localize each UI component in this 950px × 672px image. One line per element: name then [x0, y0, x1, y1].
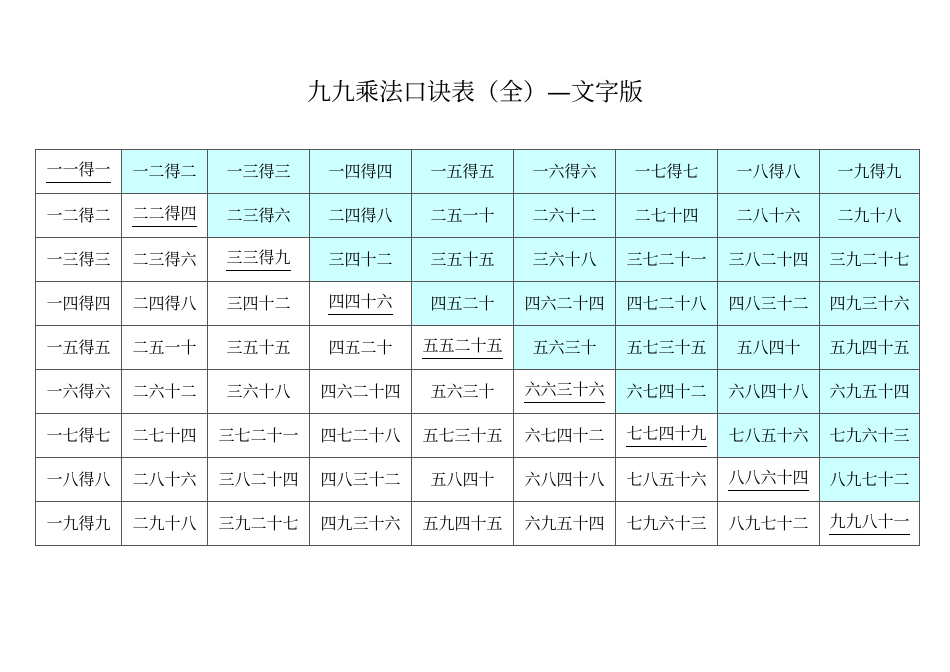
page-title: 九九乘法口诀表（全）—文字版 [307, 78, 643, 106]
table-cell [36, 194, 122, 238]
cell-text: 八九七十二 [829, 469, 910, 489]
cell-text: 五九四十五 [829, 337, 910, 357]
table-cell [718, 238, 820, 282]
table-cell [412, 502, 514, 546]
table-cell [208, 194, 310, 238]
cell-text: 二三得六 [226, 205, 291, 225]
cell-text: 五八四十 [736, 337, 801, 357]
cell-text: 六七四十二 [524, 425, 605, 445]
table-cell [310, 370, 412, 414]
cell-text: 一一得一 [46, 160, 110, 183]
cell-text: 三五十五 [430, 249, 495, 269]
table-cell [122, 502, 208, 546]
cell-text: 二六十二 [532, 205, 597, 225]
table-cell [514, 326, 616, 370]
cell-text: 二五一十 [430, 205, 495, 225]
table-cell [36, 414, 122, 458]
table-cell [208, 282, 310, 326]
cell-text: 一五得五 [46, 337, 111, 357]
cell-text: 二九十八 [837, 205, 902, 225]
table-cell [718, 326, 820, 370]
cell-text: 二七十四 [132, 425, 197, 445]
table-cell [718, 502, 820, 546]
cell-text: 三八二十四 [728, 249, 809, 269]
table-cell [310, 502, 412, 546]
table-cell [514, 370, 616, 414]
table-cell [208, 326, 310, 370]
table-cell [820, 150, 920, 194]
cell-text: 五八四十 [430, 469, 495, 489]
cell-text: 二五一十 [132, 337, 197, 357]
table-cell [412, 282, 514, 326]
cell-text: 一七得七 [634, 161, 699, 181]
cell-text: 一七得七 [46, 425, 111, 445]
cell-text: 二七十四 [634, 205, 699, 225]
table-cell [36, 502, 122, 546]
table-cell [122, 282, 208, 326]
table-cell [616, 502, 718, 546]
table-row [36, 326, 920, 370]
cell-text: 四四十六 [328, 292, 392, 315]
table-cell [310, 414, 412, 458]
cell-text: 三四十二 [328, 249, 393, 269]
table-cell [820, 282, 920, 326]
table-cell [718, 458, 820, 502]
cell-text: 三四十二 [226, 293, 291, 313]
cell-text: 五九四十五 [422, 513, 503, 533]
table-cell [122, 414, 208, 458]
cell-text: 三六十八 [532, 249, 597, 269]
cell-text: 四九三十六 [829, 293, 910, 313]
table-cell [718, 150, 820, 194]
cell-text: 二八十六 [132, 469, 197, 489]
table-cell [718, 194, 820, 238]
table-cell [208, 238, 310, 282]
cell-text: 五七三十五 [626, 337, 707, 357]
cell-text: 五五二十五 [422, 336, 502, 359]
table-cell [122, 194, 208, 238]
cell-text: 四九三十六 [320, 513, 401, 533]
table-cell [820, 414, 920, 458]
cell-text: 一九得九 [46, 513, 111, 533]
cell-text: 一八得八 [46, 469, 111, 489]
table-cell [514, 458, 616, 502]
table-cell [616, 370, 718, 414]
table-cell [616, 194, 718, 238]
table-cell [412, 458, 514, 502]
table-cell [310, 326, 412, 370]
cell-text: 五七三十五 [422, 425, 503, 445]
table-cell [208, 502, 310, 546]
cell-text: 二六十二 [132, 381, 197, 401]
cell-text: 一六得六 [532, 161, 597, 181]
table-cell [514, 282, 616, 326]
table-cell [718, 370, 820, 414]
cell-text: 七九六十三 [626, 513, 707, 533]
table-row [36, 458, 920, 502]
cell-text: 七七四十九 [626, 424, 706, 447]
cell-text: 二九十八 [132, 513, 197, 533]
table-cell [412, 326, 514, 370]
cell-text: 一四得四 [328, 161, 393, 181]
table-cell [36, 150, 122, 194]
cell-text: 一三得三 [226, 161, 291, 181]
table-row [36, 238, 920, 282]
cell-text: 二四得八 [132, 293, 197, 313]
table-cell [208, 370, 310, 414]
cell-text: 六九五十四 [829, 381, 910, 401]
table-cell [122, 238, 208, 282]
cell-text: 六八四十八 [728, 381, 809, 401]
cell-text: 一五得五 [430, 161, 495, 181]
cell-text: 五六三十 [532, 337, 597, 357]
cell-text: 八九七十二 [728, 513, 809, 533]
table-cell [412, 370, 514, 414]
cell-text: 三七二十一 [218, 425, 299, 445]
table-cell [310, 282, 412, 326]
table-cell [718, 282, 820, 326]
cell-text: 三三得九 [226, 248, 290, 271]
cell-text: 四七二十八 [626, 293, 707, 313]
cell-text: 一八得八 [736, 161, 801, 181]
table-row [36, 194, 920, 238]
cell-text: 五六三十 [430, 381, 495, 401]
table-cell [616, 458, 718, 502]
table-cell [310, 458, 412, 502]
table-cell [616, 414, 718, 458]
cell-text: 二三得六 [132, 249, 197, 269]
multiplication-table [35, 149, 920, 546]
cell-text: 六七四十二 [626, 381, 707, 401]
table-cell [820, 502, 920, 546]
cell-text: 一九得九 [837, 161, 902, 181]
table-cell [412, 150, 514, 194]
cell-text: 六八四十八 [524, 469, 605, 489]
cell-text: 四七二十八 [320, 425, 401, 445]
table-cell [122, 326, 208, 370]
cell-text: 四八三十二 [320, 469, 401, 489]
table-cell [208, 458, 310, 502]
cell-text: 七九六十三 [829, 425, 910, 445]
table-cell [514, 238, 616, 282]
cell-text: 一三得三 [46, 249, 111, 269]
cell-text: 二八十六 [736, 205, 801, 225]
cell-text: 七八五十六 [626, 469, 707, 489]
cell-text: 六九五十四 [524, 513, 605, 533]
table-cell [36, 370, 122, 414]
cell-text: 三五十五 [226, 337, 291, 357]
table-cell [514, 150, 616, 194]
cell-text: 九九八十一 [829, 512, 909, 535]
table-cell [616, 282, 718, 326]
table-cell [718, 414, 820, 458]
cell-text: 一六得六 [46, 381, 111, 401]
cell-text: 四六二十四 [320, 381, 401, 401]
table-cell [122, 370, 208, 414]
table-cell [122, 150, 208, 194]
table-cell [36, 458, 122, 502]
cell-text: 七八五十六 [728, 425, 809, 445]
cell-text: 四六二十四 [524, 293, 605, 313]
table-cell [616, 150, 718, 194]
table-row [36, 502, 920, 546]
table-cell [820, 370, 920, 414]
cell-text: 三六十八 [226, 381, 291, 401]
cell-text: 三九二十七 [218, 513, 299, 533]
table-cell [310, 194, 412, 238]
cell-text: 二二得四 [132, 204, 196, 227]
cell-text: 一四得四 [46, 293, 111, 313]
table-cell [122, 458, 208, 502]
table-cell [412, 414, 514, 458]
table-cell [310, 238, 412, 282]
cell-text: 一二得二 [132, 161, 197, 181]
table-cell [412, 194, 514, 238]
cell-text: 六六三十六 [524, 380, 604, 403]
table-cell [820, 194, 920, 238]
table-cell [310, 150, 412, 194]
table-cell [616, 326, 718, 370]
table-cell [36, 282, 122, 326]
cell-text: 三八二十四 [218, 469, 299, 489]
table-cell [820, 238, 920, 282]
table-row [36, 150, 920, 194]
table-cell [820, 458, 920, 502]
table-row [36, 414, 920, 458]
table-cell [208, 150, 310, 194]
table-cell [514, 194, 616, 238]
cell-text: 二四得八 [328, 205, 393, 225]
cell-text: 三七二十一 [626, 249, 707, 269]
cell-text: 三九二十七 [829, 249, 910, 269]
table-cell [208, 414, 310, 458]
table-cell [514, 414, 616, 458]
cell-text: 四五二十 [430, 293, 495, 313]
cell-text: 一二得二 [46, 205, 111, 225]
table-cell [412, 238, 514, 282]
table-cell [616, 238, 718, 282]
table-row [36, 282, 920, 326]
cell-text: 八八六十四 [728, 468, 808, 491]
table-cell [36, 326, 122, 370]
cell-text: 四五二十 [328, 337, 393, 357]
table-row [36, 370, 920, 414]
table-cell [514, 502, 616, 546]
table-cell [36, 238, 122, 282]
cell-text: 四八三十二 [728, 293, 809, 313]
table-cell [820, 326, 920, 370]
